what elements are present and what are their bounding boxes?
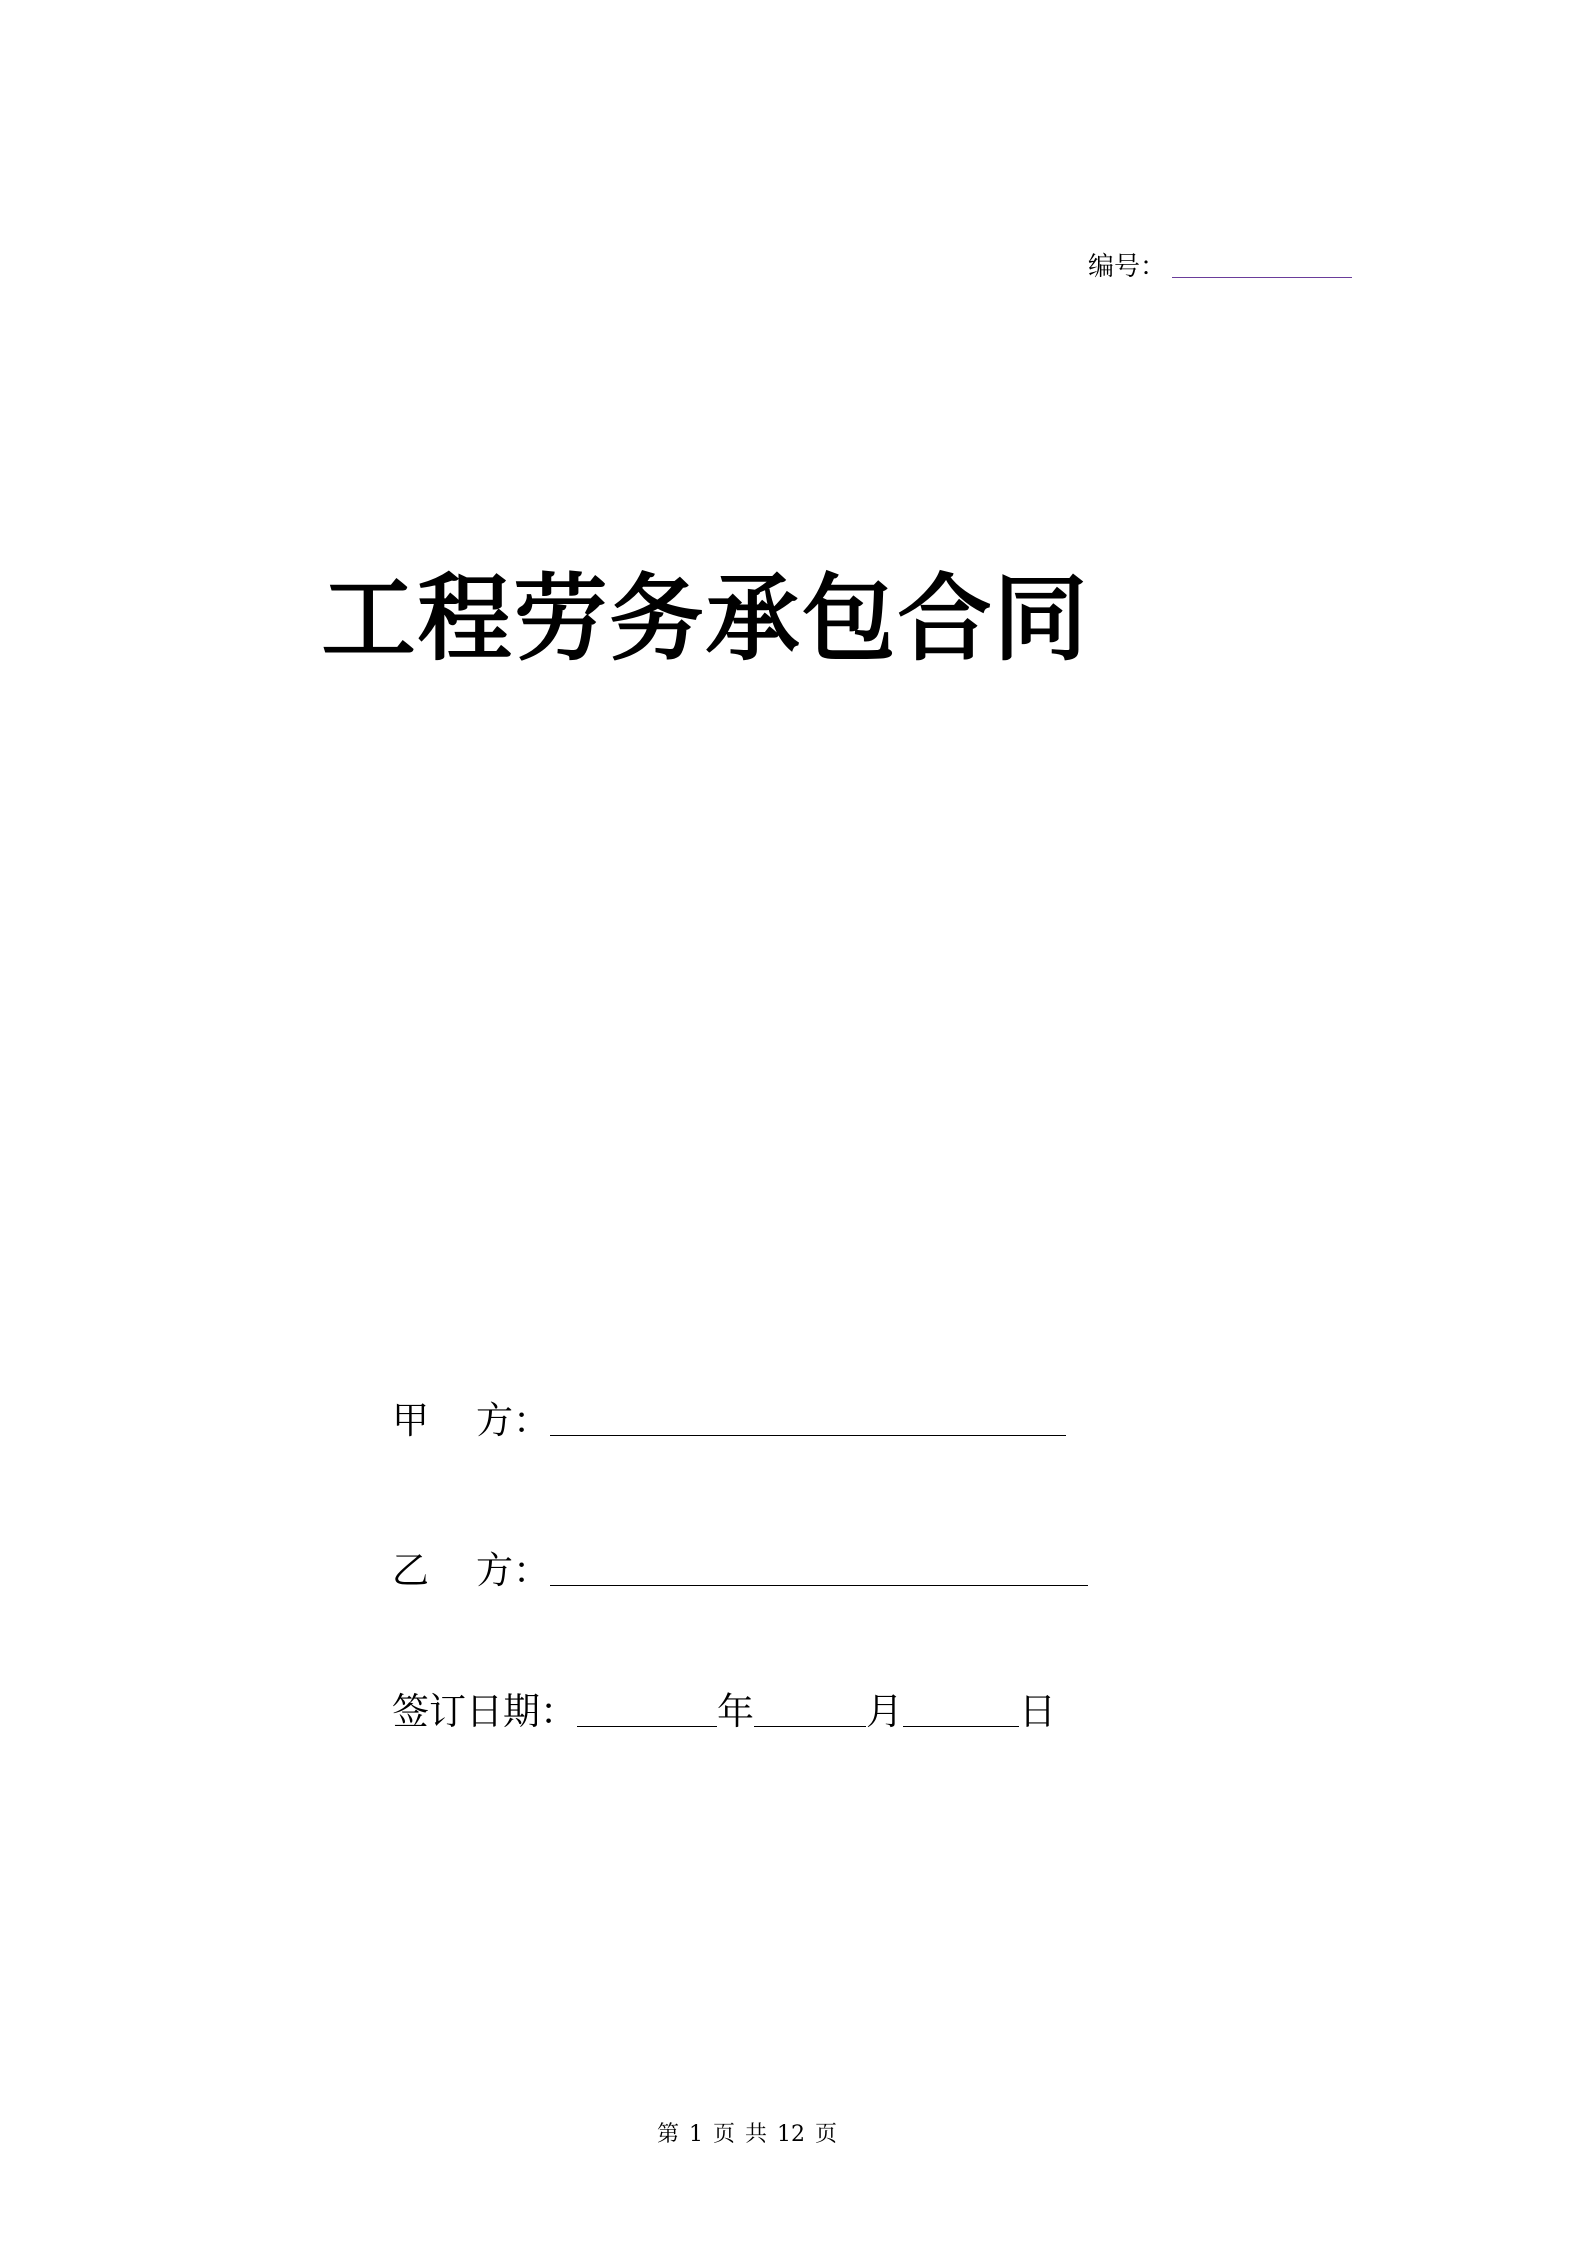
day-label: 日 bbox=[1019, 1690, 1056, 1733]
footer-page-word: 页 bbox=[712, 2122, 735, 2147]
footer-total-word: 共 bbox=[745, 2122, 768, 2147]
contract-number bbox=[1088, 240, 1352, 280]
month-blank bbox=[754, 1726, 866, 1727]
footer-total-pages: 12 bbox=[777, 2122, 806, 2147]
footer-prefix: 第 bbox=[656, 2122, 679, 2147]
party-b-label: 乙 方： bbox=[392, 1549, 551, 1592]
year-label: 年 bbox=[717, 1690, 754, 1733]
document-title: 工程劳务承包合同 bbox=[321, 564, 1090, 674]
footer-current-page: 1 bbox=[688, 2122, 703, 2147]
page-footer bbox=[0, 2124, 1586, 2146]
contract-number-blank bbox=[1172, 277, 1352, 278]
party-b-row bbox=[392, 1549, 1088, 1592]
party-b-blank bbox=[550, 1585, 1088, 1586]
party-a-blank bbox=[550, 1435, 1066, 1436]
signing-date-row bbox=[392, 1690, 1056, 1733]
footer-suffix: 页 bbox=[815, 2122, 838, 2147]
month-label: 月 bbox=[866, 1690, 903, 1733]
day-blank bbox=[903, 1726, 1019, 1727]
party-a-label: 甲 方： bbox=[392, 1399, 551, 1442]
contract-number-label: 编号： bbox=[1088, 252, 1167, 282]
year-blank bbox=[577, 1726, 717, 1727]
signing-date-label: 签订日期： bbox=[392, 1690, 577, 1733]
party-a-row bbox=[392, 1399, 1066, 1442]
